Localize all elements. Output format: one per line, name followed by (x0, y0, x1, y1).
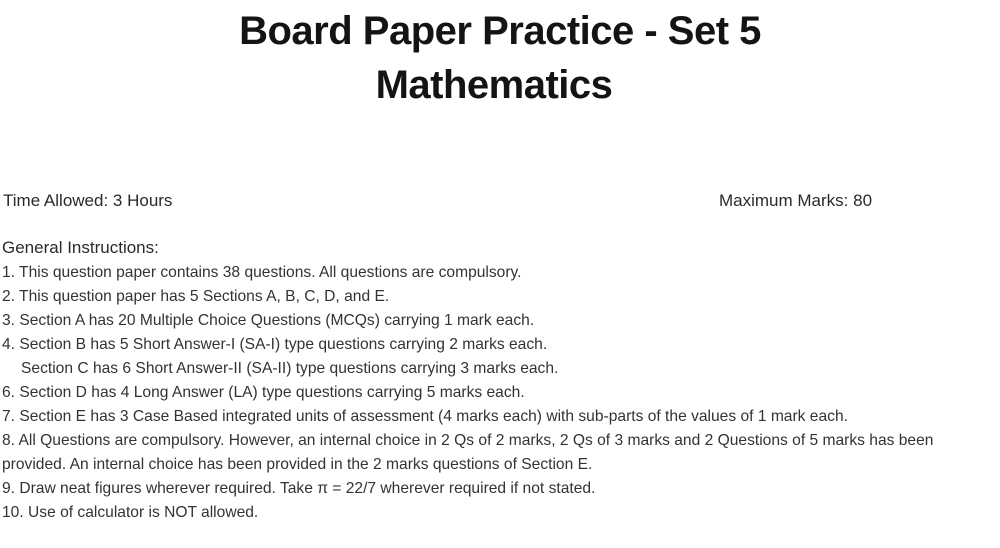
subject-title: Mathematics (375, 63, 613, 107)
instruction-item: 7. Section E has 3 Case Based integrated units of assessment (4 marks each) with sub-parts of the values of 1 mark each. (2, 408, 848, 425)
instruction-item: 2. This question paper has 5 Sections A, B, C, D, and E. (2, 288, 390, 305)
instructions-list (2, 261, 997, 525)
instruction-item: 3. Section A has 20 Multiple Choice Questions (MCQs) carrying 1 mark each. (2, 312, 535, 329)
instruction-item: 6. Section D has 4 Long Answer (LA) type questions carrying 5 marks each. (2, 384, 525, 401)
instruction-item: Section C has 6 Short Answer-II (SA-II) type questions carrying 3 marks each. (21, 360, 559, 377)
maximum-marks: Maximum Marks: 80 (719, 191, 873, 210)
general-instructions (2, 237, 997, 525)
instruction-item: 4. Section B has 5 Short Answer-I (SA-I) type questions carrying 2 marks each. (2, 336, 548, 353)
time-allowed: Time Allowed: 3 Hours (3, 191, 173, 210)
instruction-item: 8. All Questions are compulsory. However, an internal choice in 2 Qs of 2 marks, 2 Qs of 3 marks and 2 Questions of 5 marks has been provided. An internal choice has been provided in the 2 marks questions of Section E. (2, 432, 934, 473)
page-title: Board Paper Practice - Set 5 (239, 9, 761, 53)
instructions-heading: General Instructions: (2, 238, 159, 257)
instruction-item: 1. This question paper contains 38 questions. All questions are compulsory. (2, 264, 522, 281)
instruction-item: 9. Draw neat figures wherever required. Take π = 22/7 wherever required if not stated. (2, 480, 596, 497)
instruction-item: 10. Use of calculator is NOT allowed. (2, 504, 259, 521)
